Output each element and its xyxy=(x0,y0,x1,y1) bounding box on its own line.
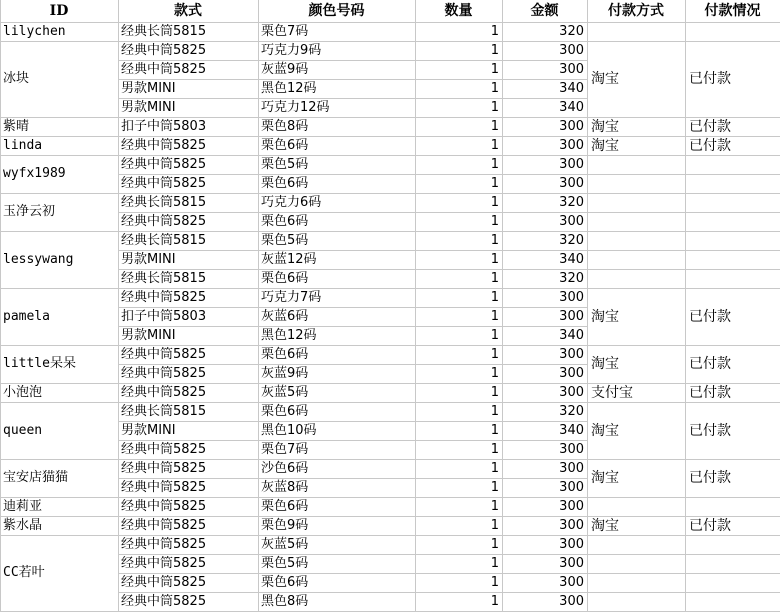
payment-gridline xyxy=(587,212,780,213)
cell-style: 经典中筒5825 xyxy=(121,480,207,495)
cell-style: 经典中筒5825 xyxy=(121,461,207,476)
cell-color: 灰蓝6码 xyxy=(261,309,309,324)
cell-style: 经典中筒5825 xyxy=(121,176,207,191)
cell-qty: 1 xyxy=(490,556,499,571)
customer-gridline xyxy=(0,611,118,612)
customer-id: 玉净云初 xyxy=(3,204,56,219)
customer-id: 紫水晶 xyxy=(3,517,43,533)
customer-id: 迪莉亚 xyxy=(3,498,43,514)
cell-amount: 300 xyxy=(559,499,584,514)
cell-amount: 320 xyxy=(559,404,584,419)
cell-qty: 1 xyxy=(490,195,499,210)
cell-qty: 1 xyxy=(490,423,499,438)
customer-id: linda xyxy=(3,137,43,153)
cell-color: 栗色6码 xyxy=(261,404,309,419)
customer-id: 宝安店猫猫 xyxy=(3,470,69,485)
cell-color: 灰蓝9码 xyxy=(261,366,309,381)
cell-style: 男款MINI xyxy=(121,252,176,267)
cell-style: 扣子中筒5803 xyxy=(121,309,207,324)
payment-gridline xyxy=(587,41,780,42)
cell-amount: 320 xyxy=(559,233,584,248)
cell-style: 经典中筒5825 xyxy=(121,442,207,457)
payment-method: 淘宝 xyxy=(591,356,619,372)
payment-gridline xyxy=(587,193,780,194)
cell-style: 经典中筒5825 xyxy=(121,347,207,362)
cell-qty: 1 xyxy=(490,461,499,476)
cell-style: 经典中筒5825 xyxy=(121,157,207,172)
cell-color: 栗色6码 xyxy=(261,214,309,229)
cell-color: 巧克力12码 xyxy=(261,100,330,115)
payment-status: 已付款 xyxy=(689,422,731,439)
cell-qty: 1 xyxy=(490,43,499,58)
cell-color: 栗色5码 xyxy=(261,233,309,248)
payment-gridline xyxy=(587,155,780,156)
cell-color: 沙色6码 xyxy=(261,461,309,476)
cell-amount: 300 xyxy=(559,537,584,552)
payment-method: 支付宝 xyxy=(591,384,633,401)
cell-color: 灰蓝9码 xyxy=(261,62,309,77)
payment-gridline xyxy=(587,497,780,498)
payment-gridline xyxy=(587,269,780,270)
cell-amount: 340 xyxy=(559,328,584,343)
cell-amount: 300 xyxy=(559,62,584,77)
cell-style: 男款MINI xyxy=(121,100,176,115)
cell-amount: 300 xyxy=(559,157,584,172)
payment-status: 已付款 xyxy=(689,118,731,135)
header-style: 款式 xyxy=(174,3,202,19)
payment-method: 淘宝 xyxy=(591,118,619,135)
cell-style: 扣子中筒5803 xyxy=(121,119,207,134)
cell-style: 经典中筒5825 xyxy=(121,537,207,552)
cell-qty: 1 xyxy=(490,24,499,39)
cell-amount: 300 xyxy=(559,214,584,229)
cell-style: 经典中筒5825 xyxy=(121,594,207,609)
cell-color: 栗色9码 xyxy=(261,518,309,533)
row-gridline xyxy=(118,611,587,612)
cell-style: 男款MINI xyxy=(121,328,176,343)
cell-color: 栗色8码 xyxy=(261,119,309,134)
payment-gridline xyxy=(587,535,780,536)
header-method: 付款方式 xyxy=(608,3,664,19)
cell-amount: 300 xyxy=(559,575,584,590)
cell-color: 栗色6码 xyxy=(261,176,309,191)
cell-style: 经典中筒5825 xyxy=(121,138,207,153)
cell-amount: 300 xyxy=(559,442,584,457)
cell-style: 男款MINI xyxy=(121,423,176,438)
payment-gridline xyxy=(587,611,780,612)
cell-amount: 340 xyxy=(559,252,584,267)
cell-style: 经典中筒5825 xyxy=(121,62,207,77)
customer-id: little呆呆 xyxy=(3,356,76,371)
cell-qty: 1 xyxy=(490,347,499,362)
cell-color: 栗色6码 xyxy=(261,347,309,362)
header-status: 付款情况 xyxy=(704,3,761,19)
cell-amount: 300 xyxy=(559,366,584,381)
cell-style: 经典中筒5825 xyxy=(121,499,207,514)
customer-id: CC若叶 xyxy=(3,565,45,580)
cell-qty: 1 xyxy=(490,157,499,172)
cell-color: 灰蓝8码 xyxy=(261,480,309,495)
cell-qty: 1 xyxy=(490,518,499,533)
cell-amount: 300 xyxy=(559,594,584,609)
cell-amount: 340 xyxy=(559,423,584,438)
cell-color: 栗色5码 xyxy=(261,157,309,172)
payment-gridline xyxy=(587,250,780,251)
payment-gridline xyxy=(587,288,780,289)
cell-qty: 1 xyxy=(490,252,499,267)
cell-qty: 1 xyxy=(490,328,499,343)
cell-qty: 1 xyxy=(490,480,499,495)
cell-qty: 1 xyxy=(490,119,499,134)
cell-style: 经典中筒5825 xyxy=(121,518,207,533)
cell-amount: 300 xyxy=(559,119,584,134)
payment-method: 淘宝 xyxy=(591,71,619,87)
payment-method: 淘宝 xyxy=(591,422,619,439)
header-color: 颜色号码 xyxy=(308,3,365,19)
cell-qty: 1 xyxy=(490,81,499,96)
customer-id: lilychen xyxy=(3,23,66,39)
cell-qty: 1 xyxy=(490,271,499,286)
cell-qty: 1 xyxy=(490,100,499,115)
cell-color: 巧克力9码 xyxy=(261,43,322,58)
cell-qty: 1 xyxy=(490,385,499,400)
cell-style: 经典长筒5815 xyxy=(121,195,207,210)
customer-id: lessywang xyxy=(3,251,74,267)
cell-amount: 300 xyxy=(559,347,584,362)
payment-method: 淘宝 xyxy=(591,308,619,325)
payment-gridline xyxy=(587,554,780,555)
payment-status: 已付款 xyxy=(689,71,731,87)
cell-color: 黑色12码 xyxy=(261,81,317,96)
cell-qty: 1 xyxy=(490,233,499,248)
cell-amount: 300 xyxy=(559,461,584,476)
cell-color: 栗色6码 xyxy=(261,271,309,286)
cell-qty: 1 xyxy=(490,404,499,419)
cell-qty: 1 xyxy=(490,62,499,77)
cell-amount: 300 xyxy=(559,176,584,191)
cell-color: 栗色6码 xyxy=(261,499,309,514)
cell-color: 巧克力7码 xyxy=(261,290,322,305)
payment-gridline xyxy=(587,573,780,574)
cell-amount: 340 xyxy=(559,81,584,96)
cell-amount: 300 xyxy=(559,518,584,533)
cell-amount: 300 xyxy=(559,385,584,400)
payment-method: 淘宝 xyxy=(591,470,619,486)
cell-amount: 340 xyxy=(559,100,584,115)
cell-amount: 300 xyxy=(559,290,584,305)
cell-qty: 1 xyxy=(490,214,499,229)
header-id: ID xyxy=(49,3,69,19)
cell-qty: 1 xyxy=(490,366,499,381)
cell-amount: 320 xyxy=(559,195,584,210)
payment-gridline xyxy=(587,516,780,517)
cell-amount: 300 xyxy=(559,309,584,324)
cell-style: 经典中筒5825 xyxy=(121,575,207,590)
cell-qty: 1 xyxy=(490,176,499,191)
header-qty: 数量 xyxy=(444,3,473,19)
cell-qty: 1 xyxy=(490,138,499,153)
customer-id: wyfx1989 xyxy=(3,166,66,181)
cell-style: 经典长筒5815 xyxy=(121,24,207,39)
cell-style: 男款MINI xyxy=(121,81,176,96)
cell-style: 经典中筒5825 xyxy=(121,366,207,381)
cell-color: 黑色8码 xyxy=(261,594,309,609)
payment-status: 已付款 xyxy=(689,470,731,486)
customer-id: 小泡泡 xyxy=(3,384,43,400)
cell-qty: 1 xyxy=(490,309,499,324)
cell-color: 巧克力6码 xyxy=(261,195,322,210)
cell-amount: 300 xyxy=(559,556,584,571)
cell-color: 栗色6码 xyxy=(261,575,309,590)
cell-color: 灰蓝5码 xyxy=(261,385,309,400)
cell-amount: 300 xyxy=(559,138,584,153)
cell-color: 栗色7码 xyxy=(261,24,309,39)
payment-status: 已付款 xyxy=(689,308,731,325)
customer-id: pamela xyxy=(3,308,50,324)
cell-style: 经典中筒5825 xyxy=(121,385,207,400)
payment-status: 已付款 xyxy=(689,356,731,372)
cell-qty: 1 xyxy=(490,575,499,590)
cell-style: 经典长筒5815 xyxy=(121,404,207,419)
cell-amount: 300 xyxy=(559,43,584,58)
payment-gridline xyxy=(587,592,780,593)
payment-gridline xyxy=(587,174,780,175)
cell-amount: 320 xyxy=(559,271,584,286)
cell-color: 栗色7码 xyxy=(261,442,309,457)
cell-amount: 320 xyxy=(559,24,584,39)
cell-style: 经典中筒5825 xyxy=(121,214,207,229)
cell-style: 经典长筒5815 xyxy=(121,271,207,286)
customer-id: 紫晴 xyxy=(3,118,30,134)
cell-qty: 1 xyxy=(490,537,499,552)
cell-color: 灰蓝12码 xyxy=(261,252,317,267)
customer-id: queen xyxy=(3,422,43,438)
cell-qty: 1 xyxy=(490,442,499,457)
cell-style: 经典中筒5825 xyxy=(121,43,207,58)
cell-style: 经典中筒5825 xyxy=(121,556,207,571)
payment-method: 淘宝 xyxy=(591,517,619,534)
cell-color: 黑色12码 xyxy=(261,328,317,343)
cell-color: 栗色5码 xyxy=(261,556,309,571)
header-amount: 金额 xyxy=(530,3,559,19)
payment-status: 已付款 xyxy=(689,517,731,534)
payment-method: 淘宝 xyxy=(591,137,619,154)
cell-qty: 1 xyxy=(490,594,499,609)
cell-color: 黑色10码 xyxy=(261,423,317,438)
payment-status: 已付款 xyxy=(689,384,731,401)
payment-status: 已付款 xyxy=(689,137,731,154)
cell-color: 栗色6码 xyxy=(261,138,309,153)
payment-gridline xyxy=(587,231,780,232)
cell-qty: 1 xyxy=(490,290,499,305)
cell-qty: 1 xyxy=(490,499,499,514)
cell-amount: 300 xyxy=(559,480,584,495)
cell-style: 经典长筒5815 xyxy=(121,233,207,248)
customer-id: 冰块 xyxy=(3,71,30,86)
cell-color: 灰蓝5码 xyxy=(261,537,309,552)
cell-style: 经典中筒5825 xyxy=(121,290,207,305)
